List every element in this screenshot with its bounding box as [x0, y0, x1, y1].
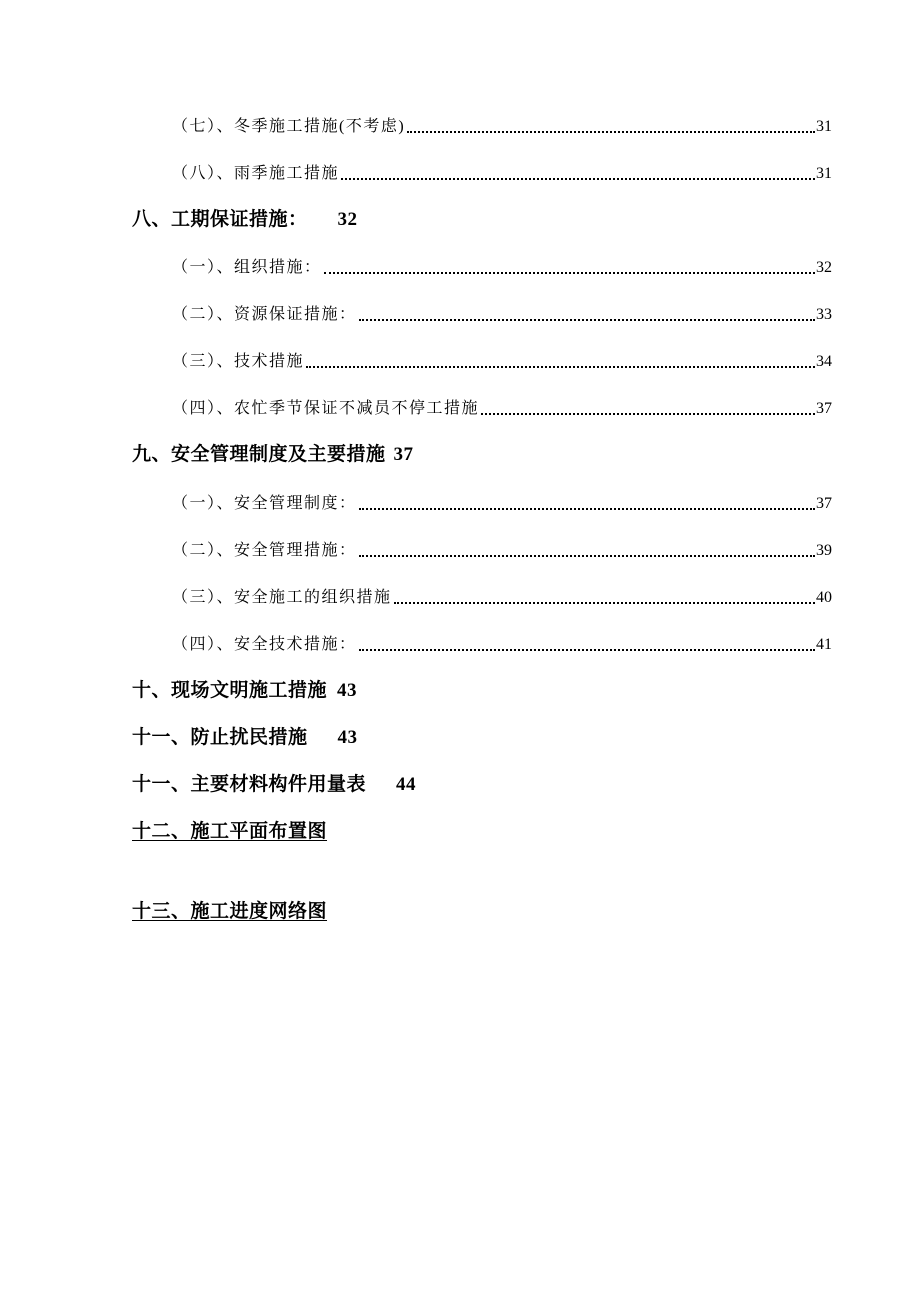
toc-page-number: 31: [816, 118, 832, 135]
toc-entry-label: （四）、安全技术措施：: [172, 636, 357, 653]
toc-entry-8-2[interactable]: [172, 301, 832, 325]
toc-section-12-link[interactable]: [132, 819, 327, 845]
dot-leader: [394, 602, 815, 604]
toc-entry-8-4[interactable]: [172, 395, 832, 419]
toc-section-8[interactable]: [132, 207, 358, 233]
dot-leader: [359, 319, 815, 321]
toc-page-number: 44: [396, 774, 417, 795]
toc-page-number: 34: [816, 353, 832, 370]
dot-leader: [324, 272, 815, 274]
toc-entry-9-1[interactable]: [172, 490, 832, 514]
toc-page-number: 43: [337, 680, 358, 701]
dot-leader: [481, 413, 815, 415]
dot-leader: [359, 508, 815, 510]
dot-leader: [359, 555, 815, 557]
toc-section-11-disturbance[interactable]: [132, 725, 358, 751]
toc-section-10[interactable]: [132, 678, 357, 704]
toc-section-11-materials[interactable]: [132, 772, 416, 798]
dot-leader: [341, 178, 815, 180]
toc-page-number: 37: [816, 495, 832, 512]
toc-page-number: 32: [337, 209, 358, 230]
toc-entry-9-3[interactable]: [172, 584, 832, 608]
toc-entry-7-winter[interactable]: [172, 113, 832, 137]
toc-page-number: 32: [816, 259, 832, 276]
toc-entry-8-1[interactable]: [172, 254, 832, 278]
toc-entry-9-2[interactable]: [172, 537, 832, 561]
toc-section-13-link[interactable]: [132, 899, 327, 925]
toc-page-number: 37: [816, 400, 832, 417]
toc-page-number: 33: [816, 306, 832, 323]
toc-entry-label: （一）、安全管理制度：: [172, 495, 357, 512]
toc-entry-8-3[interactable]: [172, 348, 832, 372]
toc-entry-8-rain[interactable]: [172, 160, 832, 184]
toc-entry-9-4[interactable]: [172, 631, 832, 655]
toc-entry-label: （八）、雨季施工措施: [172, 165, 340, 182]
dot-leader: [306, 366, 815, 368]
toc-entry-label: （二）、安全管理措施：: [172, 542, 357, 559]
toc-page-number: 41: [816, 636, 832, 653]
dot-leader: [359, 649, 815, 651]
toc-entry-label: （七）、冬季施工措施(不考虑): [172, 118, 406, 135]
toc-page-number: 39: [816, 542, 832, 559]
toc-entry-label: （四）、农忙季节保证不减员不停工措施: [172, 400, 480, 417]
toc-page-number: 31: [816, 165, 832, 182]
toc-section-label: 十一、防止扰民措施: [132, 727, 308, 748]
toc-entry-label: （三）、技术措施: [172, 353, 305, 370]
toc-page-number: 43: [337, 727, 358, 748]
toc-section-9[interactable]: [132, 442, 414, 468]
toc-entry-label: （二）、资源保证措施：: [172, 306, 357, 323]
toc-section-label: 八、工期保证措施：: [132, 209, 308, 230]
dot-leader: [407, 131, 815, 133]
toc-section-label: 十三、施工进度网络图: [132, 901, 328, 922]
toc-section-label: 十、现场文明施工措施: [132, 680, 328, 701]
toc-page-number: 40: [816, 589, 832, 606]
toc-section-label: 十二、施工平面布置图: [132, 821, 328, 842]
toc-section-label: 十一、主要材料构件用量表: [132, 774, 367, 795]
toc-page-number: 37: [393, 444, 414, 465]
toc-entry-label: （一）、组织措施：: [172, 259, 322, 276]
toc-entry-label: （三）、安全施工的组织措施: [172, 589, 392, 606]
toc-section-label: 九、安全管理制度及主要措施: [132, 444, 386, 465]
